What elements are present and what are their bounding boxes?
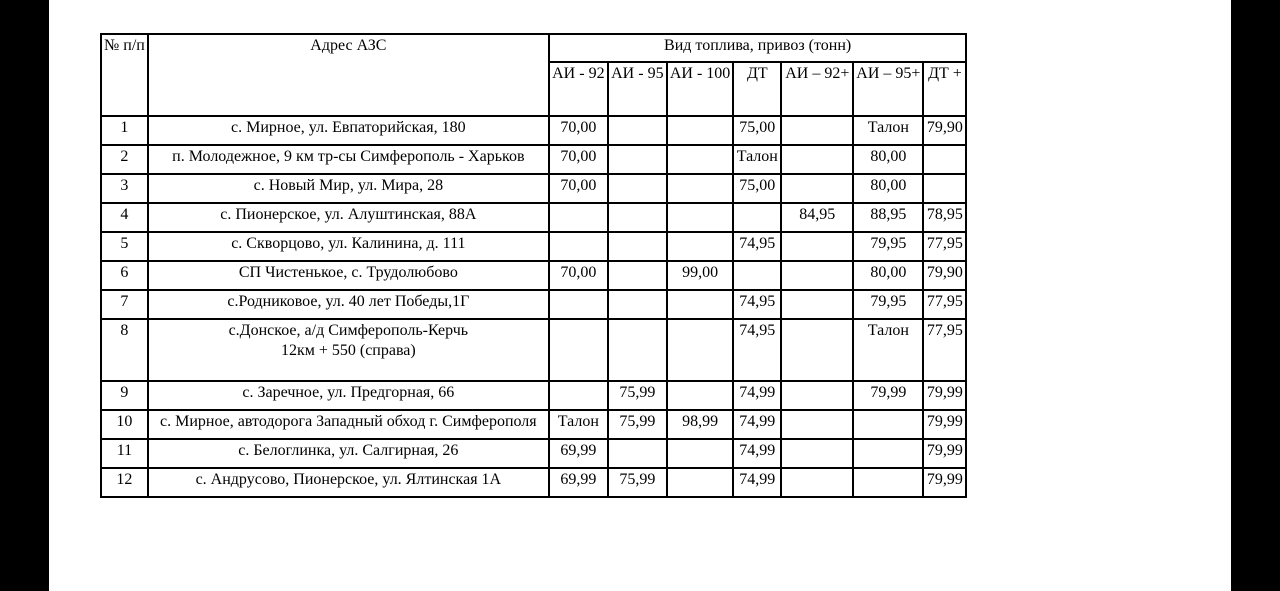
address-line: СП Чистенькое, с. Трудолюбово [238, 264, 458, 281]
fuel-value-cell [781, 439, 853, 468]
fuel-value-cell [667, 439, 733, 468]
fuel-value-cell [608, 232, 667, 261]
fuel-value-cell [923, 145, 966, 174]
fuel-value-cell [781, 410, 853, 439]
fuel-value-cell [667, 381, 733, 410]
station-address [148, 145, 549, 174]
fuel-value-cell: 74,95 [733, 232, 781, 261]
fuel-value-cell: 79,90 [923, 116, 966, 145]
row-number: 1 [101, 116, 148, 145]
fuel-value-cell: 80,00 [853, 145, 923, 174]
fuel-value-cell: 74,95 [733, 290, 781, 319]
station-address [148, 439, 549, 468]
fuel-value-cell [853, 410, 923, 439]
fuel-value-cell [667, 203, 733, 232]
fuel-value-cell [549, 290, 608, 319]
fuel-value-cell [781, 174, 853, 203]
document-page [49, 0, 1231, 591]
fuel-value-cell [667, 468, 733, 497]
row-number: 8 [101, 319, 148, 381]
table-row [101, 468, 966, 497]
col-header-ai95-plus: АИ – 95+ [853, 62, 923, 116]
col-header-dt-plus: ДТ + [923, 62, 966, 116]
fuel-value-cell [608, 261, 667, 290]
station-address [148, 203, 549, 232]
station-address [148, 290, 549, 319]
fuel-value-cell: 74,99 [733, 468, 781, 497]
fuel-value-cell [781, 116, 853, 145]
row-number: 2 [101, 145, 148, 174]
fuel-value-cell [781, 261, 853, 290]
table-body [101, 116, 966, 497]
fuel-value-cell [549, 319, 608, 381]
address-line-2: 12км + 550 (справа) [280, 342, 416, 359]
table-row [101, 116, 966, 145]
fuel-value-cell: 74,95 [733, 319, 781, 381]
table-row [101, 319, 966, 381]
fuel-value-cell: 75,99 [608, 381, 667, 410]
fuel-value-cell [549, 203, 608, 232]
address-line: п. Молодежное, 9 км тр-сы Симферополь - Харьков [172, 148, 525, 165]
station-address [148, 410, 549, 439]
fuel-value-cell [781, 319, 853, 381]
fuel-value-cell [608, 174, 667, 203]
fuel-value-cell [733, 261, 781, 290]
col-header-num: № п/п [101, 34, 148, 116]
col-header-ai95: АИ - 95 [608, 62, 667, 116]
fuel-value-cell: 75,00 [733, 174, 781, 203]
fuel-value-cell [549, 381, 608, 410]
address-line: с. Андрусово, Пионерское, ул. Ялтинская 1А [195, 471, 502, 488]
fuel-value-cell: 77,95 [923, 290, 966, 319]
fuel-value-cell: Талон [549, 410, 608, 439]
fuel-value-cell [853, 439, 923, 468]
row-number: 3 [101, 174, 148, 203]
fuel-value-cell [667, 174, 733, 203]
table-row [101, 261, 966, 290]
fuel-value-cell: 80,00 [853, 261, 923, 290]
fuel-value-cell: 80,00 [853, 174, 923, 203]
table-row [101, 145, 966, 174]
station-address [148, 232, 549, 261]
fuel-value-cell [781, 145, 853, 174]
fuel-value-cell [853, 468, 923, 497]
col-header-ai100: АИ - 100 [667, 62, 733, 116]
station-address [148, 116, 549, 145]
row-number: 12 [101, 468, 148, 497]
station-address [148, 468, 549, 497]
fuel-value-cell [781, 232, 853, 261]
fuel-value-cell: 74,99 [733, 410, 781, 439]
row-number: 5 [101, 232, 148, 261]
fuel-value-cell [781, 381, 853, 410]
fuel-value-cell: 79,99 [853, 381, 923, 410]
fuel-value-cell [608, 116, 667, 145]
table-row [101, 232, 966, 261]
fuel-value-cell: 88,95 [853, 203, 923, 232]
fuel-value-cell: 74,99 [733, 381, 781, 410]
fuel-value-cell: 77,95 [923, 319, 966, 381]
fuel-value-cell [923, 174, 966, 203]
fuel-value-cell: 75,00 [733, 116, 781, 145]
fuel-value-cell: 79,95 [853, 232, 923, 261]
fuel-value-cell: 84,95 [781, 203, 853, 232]
address-line: с.Донское, а/д Симферополь-Керчь [228, 322, 469, 339]
table-row [101, 203, 966, 232]
address-line: с.Родниковое, ул. 40 лет Победы,1Г [227, 293, 470, 310]
table-row [101, 174, 966, 203]
fuel-value-cell [608, 203, 667, 232]
fuel-value-cell [667, 116, 733, 145]
fuel-value-cell: 79,95 [853, 290, 923, 319]
address-line: с. Мирное, ул. Евпаторийская, 180 [231, 119, 466, 136]
address-line: с. Белоглинка, ул. Салгирная, 26 [238, 442, 459, 459]
fuel-value-cell [667, 290, 733, 319]
fuel-value-cell: 77,95 [923, 232, 966, 261]
fuel-value-cell [667, 232, 733, 261]
col-header-ai92: АИ - 92 [549, 62, 608, 116]
station-address [148, 381, 549, 410]
fuel-value-cell [667, 319, 733, 381]
fuel-value-cell [608, 145, 667, 174]
fuel-value-cell [608, 290, 667, 319]
fuel-value-cell: 79,99 [923, 439, 966, 468]
fuel-value-cell [608, 439, 667, 468]
fuel-value-cell [733, 203, 781, 232]
address-line: с. Заречное, ул. Предгорная, 66 [242, 384, 455, 401]
fuel-value-cell: 79,90 [923, 261, 966, 290]
fuel-value-cell: 75,99 [608, 410, 667, 439]
fuel-value-cell: 74,99 [733, 439, 781, 468]
fuel-value-cell: 70,00 [549, 261, 608, 290]
station-address [148, 261, 549, 290]
station-address [148, 319, 549, 381]
fuel-value-cell: 70,00 [549, 174, 608, 203]
fuel-value-cell: 70,00 [549, 116, 608, 145]
table-row [101, 439, 966, 468]
row-number: 10 [101, 410, 148, 439]
row-number: 11 [101, 439, 148, 468]
row-number: 9 [101, 381, 148, 410]
fuel-value-cell: 79,99 [923, 468, 966, 497]
address-line: с. Пионерское, ул. Алуштинская, 88А [220, 206, 477, 223]
table-row [101, 410, 966, 439]
row-number: 7 [101, 290, 148, 319]
fuel-value-cell [549, 232, 608, 261]
col-header-address: Адрес АЗС [148, 34, 549, 116]
table-row [101, 290, 966, 319]
fuel-value-cell: Талон [853, 116, 923, 145]
row-number: 4 [101, 203, 148, 232]
fuel-value-cell: 98,99 [667, 410, 733, 439]
station-address [148, 174, 549, 203]
row-number: 6 [101, 261, 148, 290]
fuel-value-cell: 78,95 [923, 203, 966, 232]
header-row [101, 34, 966, 62]
col-header-dt: ДТ [733, 62, 781, 116]
fuel-delivery-table [100, 33, 967, 498]
fuel-value-cell [608, 319, 667, 381]
address-line: с. Новый Мир, ул. Мира, 28 [253, 177, 444, 194]
fuel-value-cell: 70,00 [549, 145, 608, 174]
fuel-value-cell: 79,99 [923, 410, 966, 439]
fuel-value-cell [667, 145, 733, 174]
fuel-value-cell: 69,99 [549, 439, 608, 468]
fuel-value-cell [781, 290, 853, 319]
address-line: с. Мирное, автодорога Западный обход г. Симферополя [160, 413, 537, 430]
col-header-ai92-plus: АИ – 92+ [781, 62, 853, 116]
fuel-value-cell: 79,99 [923, 381, 966, 410]
fuel-value-cell: Талон [733, 145, 781, 174]
col-header-fuel-group: Вид топлива, привоз (тонн) [549, 34, 967, 62]
table-row [101, 381, 966, 410]
fuel-value-cell: 75,99 [608, 468, 667, 497]
fuel-value-cell: Талон [853, 319, 923, 381]
fuel-value-cell: 69,99 [549, 468, 608, 497]
address-line: с. Скворцово, ул. Калинина, д. 111 [231, 235, 466, 252]
fuel-value-cell: 99,00 [667, 261, 733, 290]
fuel-value-cell [781, 468, 853, 497]
